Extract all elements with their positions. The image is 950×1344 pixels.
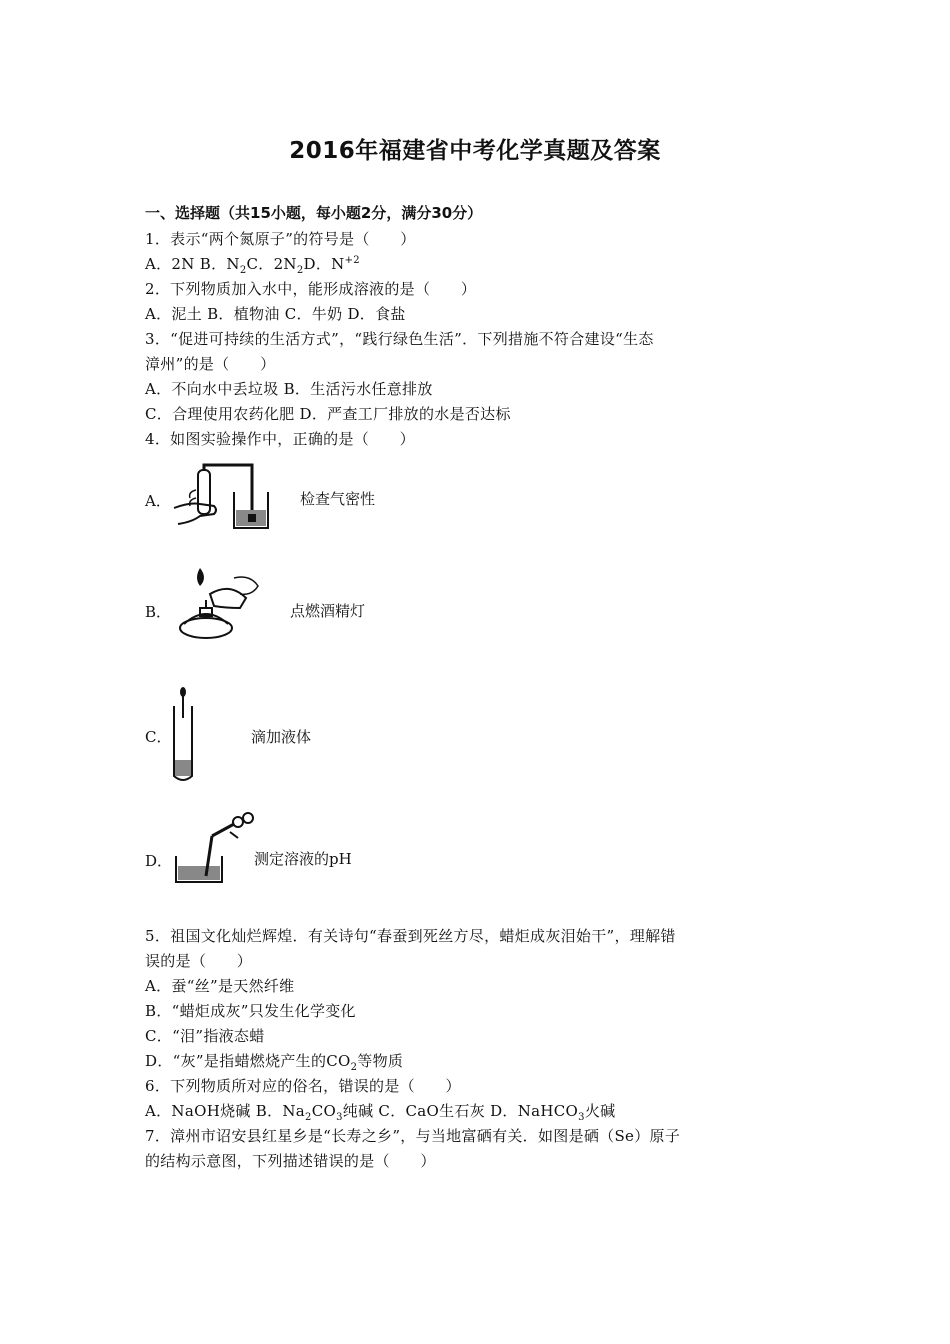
question-2-stem: 2．下列物质加入水中，能形成溶液的是（ ） <box>145 280 477 298</box>
question-5-option-b: B．“蜡炬成灰”只发生化学变化 <box>145 1002 356 1020</box>
options-seg-3: 纯碱 C．CaO生石灰 D．NaHCO <box>342 1102 579 1120</box>
question-4-option-a-caption: 检查气密性 <box>300 490 376 508</box>
question-5-option-d <box>145 1050 403 1073</box>
alcohol-lamp-figure <box>170 564 270 646</box>
question-4-stem: 4．如图实验操作中，正确的是（ ） <box>145 430 415 448</box>
question-6-stem: 6．下列物质所对应的俗名，错误的是（ ） <box>145 1077 461 1095</box>
question-4-option-d-caption: 测定溶液的pH <box>254 850 352 868</box>
option-c-subscript: 2 <box>296 265 304 276</box>
options-seg-4: 火碱 <box>584 1102 616 1120</box>
question-4-option-c-caption: 滴加液体 <box>251 728 312 746</box>
airtightness-check-figure <box>170 462 275 534</box>
question-5-stem-line1: 5．祖国文化灿烂辉煌．有关诗句“春蚕到死丝方尽，蜡炬成灰泪始干”，理解错 <box>145 927 676 945</box>
option-c: C．2N <box>246 255 297 273</box>
ph-measurement-figure <box>172 812 256 884</box>
question-7-stem-line2: 的结构示意图，下列描述错误的是（ ） <box>145 1152 436 1170</box>
question-4-option-b-letter: B． <box>145 603 172 621</box>
question-4-option-b-caption: 点燃酒精灯 <box>290 602 366 620</box>
question-5-stem-line2: 误的是（ ） <box>145 952 253 970</box>
page-title: 2016年福建省中考化学真题及答案 <box>289 138 661 164</box>
option-d-text-end: 等物质 <box>357 1052 404 1070</box>
option-d: D．N <box>303 255 345 273</box>
dropper-test-tube-figure <box>168 686 198 786</box>
question-3-stem-line1: 3．“促进可持续的生活方式”，“践行绿色生活”．下列措施不符合建设“生态 <box>145 330 654 348</box>
question-4-option-c-letter: C． <box>145 728 172 746</box>
option-d-subscript: 2 <box>350 1062 358 1073</box>
question-1-stem: 1．表示“两个氮原子”的符号是（ ） <box>145 230 416 248</box>
option-d-superscript: +2 <box>344 255 360 266</box>
question-1-options <box>145 253 360 276</box>
question-4-option-a-letter: A． <box>145 492 171 510</box>
options-sub-1: 2 <box>305 1112 312 1123</box>
options-seg-2: CO <box>311 1102 337 1120</box>
question-5-option-c: C．“泪”指液态蜡 <box>145 1027 265 1045</box>
question-7-stem-line1: 7．漳州市诏安县红星乡是“长寿之乡”，与当地富硒有关．如图是硒（Se）原子 <box>145 1127 681 1145</box>
section-heading: 一、选择题（共15小题，每小题2分，满分30分） <box>145 204 483 222</box>
question-3-options-line2: C．合理使用农药化肥 D．严查工厂排放的水是否达标 <box>145 405 511 423</box>
question-3-stem-line2: 漳州”的是（ ） <box>145 355 276 373</box>
option-a: A．2N <box>145 255 195 273</box>
options-seg-1: A．NaOH烧碱 B．Na <box>145 1102 306 1120</box>
question-2-options: A．泥土 B．植物油 C．牛奶 D．食盐 <box>145 305 406 323</box>
question-3-options-line1: A．不向水中丢垃圾 B．生活污水任意排放 <box>145 380 433 398</box>
options-sub-3: 3 <box>578 1112 585 1123</box>
question-6-options <box>145 1100 615 1123</box>
question-5-option-a: A．蚕“丝”是天然纤维 <box>145 977 295 995</box>
option-b: B．N <box>199 255 240 273</box>
option-d-text: D．“灰”是指蜡燃烧产生的CO <box>145 1052 351 1070</box>
option-b-subscript: 2 <box>239 265 247 276</box>
options-sub-2: 3 <box>336 1112 343 1123</box>
question-4-option-d-letter: D． <box>145 852 173 870</box>
